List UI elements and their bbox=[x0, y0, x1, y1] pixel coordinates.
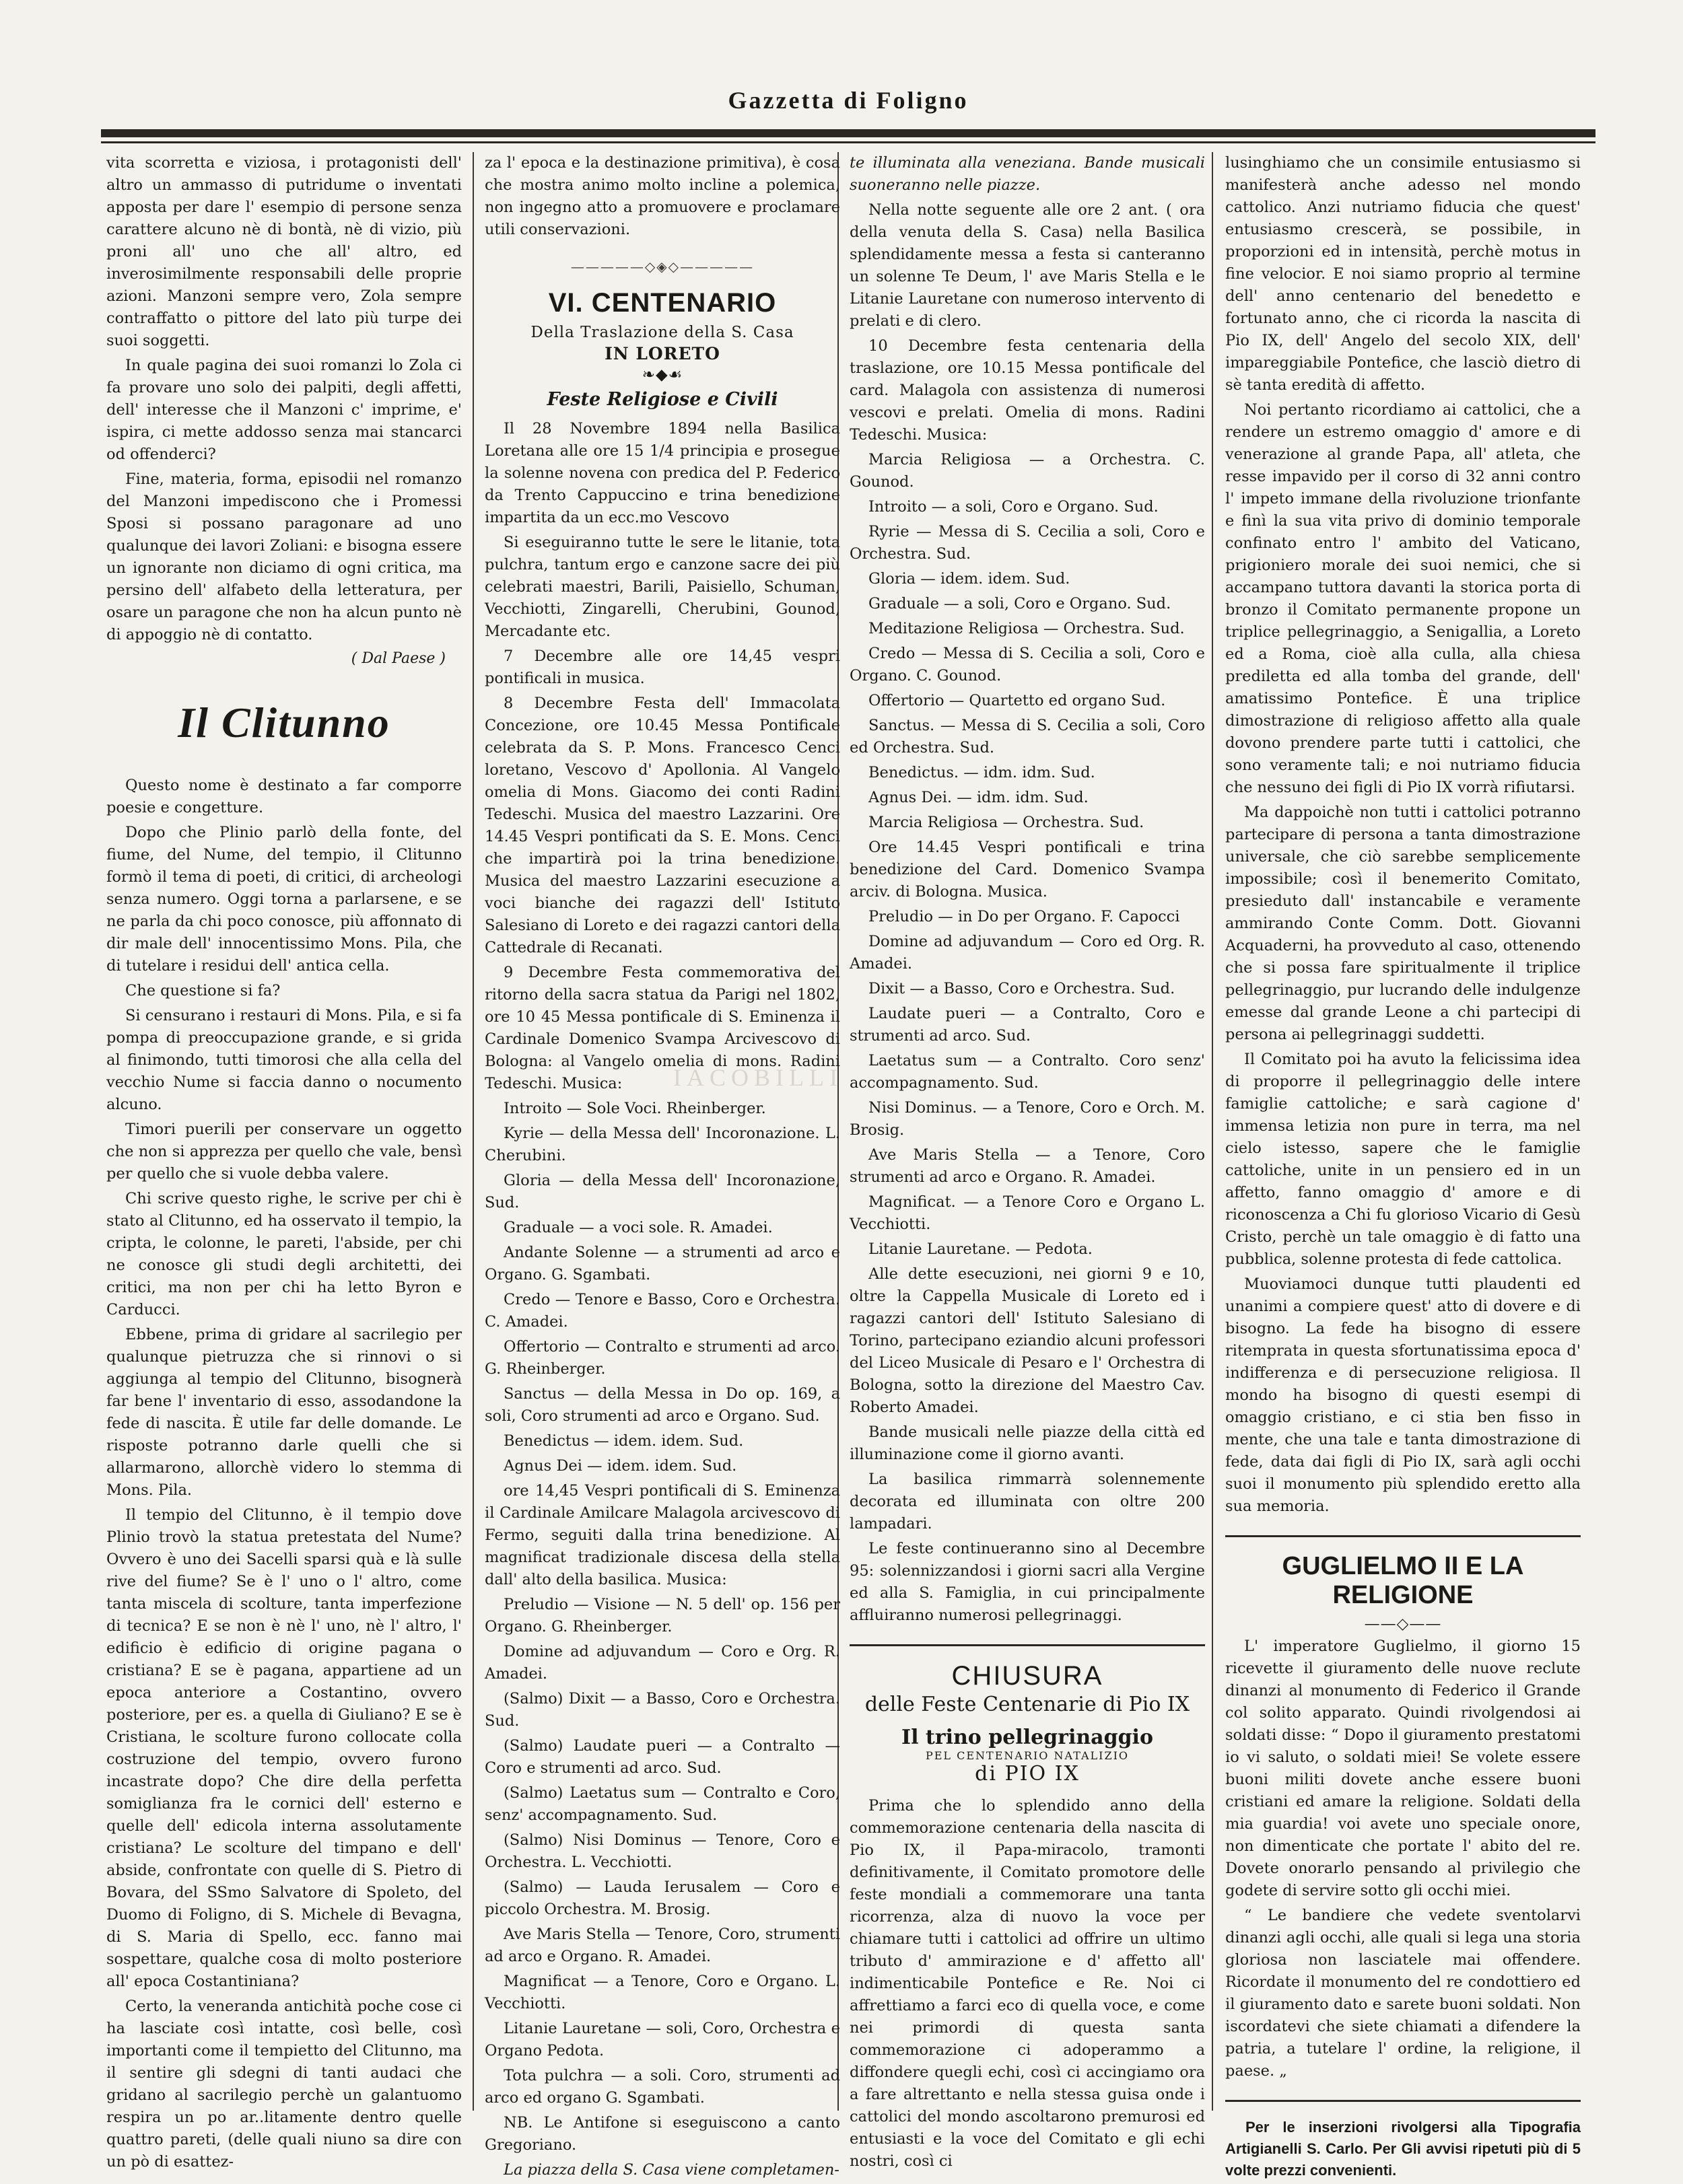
program-item: Magnificat — a Tenore, Coro e Organo. L. Vecchiotti. bbox=[485, 1973, 840, 2012]
program-item: Graduale — a soli, Coro e Organo. Sud. bbox=[868, 595, 1171, 612]
section-divider bbox=[1225, 1535, 1581, 1537]
program-item: Meditazione Religiosa — Orchestra. Sud. bbox=[868, 620, 1185, 637]
paragraph: za l' epoca e la destinazione primitiva), è cosa che mostra animo molto incline a polemica, non ingegno atto a promuovere e proclamare utili conservazioni. bbox=[485, 154, 840, 238]
paragraph: 7 Decembre alle ore 14,45 vespri pontificali in musica. bbox=[485, 647, 840, 687]
paragraph: In quale pagina dei suoi romanzi lo Zola ci fa provare uno solo dei palpiti, degli affetti, dell' interesse che il Manzoni c' imprime, e' ispira, ci mette addosso senza mai stancarci od offenderci? bbox=[106, 357, 462, 463]
program-item: Marcia Religiosa — Orchestra. Sud. bbox=[868, 814, 1144, 831]
paragraph: Il Comitato poi ha avuto la felicissima idea di proporre il pellegrinaggio delle intere famiglie cattoliche; e sarà cagione d' immensa letizia non pure in terra, ma nel cielo istesso, sapere che le famiglie cattoliche, unite in un pensiero ed in un affetto, fanno omaggio d' amore e di riconoscenza a Chi fu glorioso Vicario di Gesù Cristo, perchè un tale omaggio è di fatto una pubblica, solenne protesta di fede cattolica. bbox=[1225, 1051, 1581, 1268]
program-item: Dixit — a Basso, Coro e Orchestra. Sud. bbox=[868, 980, 1175, 997]
program-item: Graduale — a voci sole. R. Amadei. bbox=[504, 1219, 773, 1236]
program-item: Kyrie — della Messa dell' Incoronazione. L. Cherubini. bbox=[485, 1125, 840, 1164]
article-subtitle: delle Feste Centenarie di Pio IX bbox=[864, 1693, 1190, 1716]
article-subtitle: IN LORETO bbox=[605, 344, 720, 363]
paragraph: La basilica rimmarrà solennemente decorata ed illuminata con oltre 200 lampadari. bbox=[850, 1471, 1205, 1533]
program-item: Gloria — idem. idem. Sud. bbox=[868, 570, 1070, 588]
program-item: Marcia Religiosa — a Orchestra. C. Gounod. bbox=[850, 451, 1205, 491]
ornament-divider: ❧◆☙ bbox=[642, 366, 683, 384]
library-watermark: IACOBILLI bbox=[673, 1064, 843, 1091]
paragraph: Noi pertanto ricordiamo ai cattolici, che a rendere un estremo omaggio d' amore e di venerazione al grande Papa, all' atleta, che resse impavido per il corso di 32 anni contro l' impeto immane della rivoluzione trionfante e finì la sua vita privo di dominio temporale confinato entro l' ambito del Vaticano, prigioniero morale dei suoi nemici, che si accampano tuttora davanti la storica porta di bronzo il Comitato permanente propone un triplice pellegrinaggio, a Senigallia, a Loreto ed a Roma, cioè alla culla, alla chiesa prediletta ed alla tomba del grande, dell' amatissimo Pontefice. È una triplice dimostrazione di religioso affetto alla quale dovono prendere parte tutti i cattolici, che sono veramente tali; e noi nutriamo fiducia che nessuno dei figli di Pio IX vorrà rifiutarsi. bbox=[1225, 401, 1581, 796]
program-item: Benedictus — idem. idem. Sud. bbox=[504, 1432, 744, 1450]
column-4 bbox=[1225, 152, 1581, 2179]
paragraph: Muoviamoci dunque tutti plaudenti ed unanimi a compiere quest' atto di dovere e di bisogno. La fede ha bisogno di essere ritemprata in questa sfortunatissima epoca d' indifferenza e di persecuzione religiosa. Il mondo ha bisogno di questi esempi di omaggio cristiano, e ci stia ben fisso in mente, che una tale e tanta dimostrazione di fede, data dai figli di Pio IX, sarà agli occhi suoi il monumento più splendido eretto alla sua memoria. bbox=[1225, 1275, 1581, 1515]
section-subheading: PEL CENTENARIO NATALIZIO bbox=[925, 1749, 1130, 1762]
program-item: Ryrie — Messa di S. Cecilia a soli, Coro e Orchestra. Sud. bbox=[850, 523, 1205, 563]
section-subheading: di PIO IX bbox=[975, 1762, 1080, 1786]
source-signature: ( Dal Paese ) bbox=[351, 650, 446, 667]
program-item: Magnificat. — a Tenore Coro e Organo L. Vecchiotti. bbox=[850, 1193, 1205, 1233]
paragraph: La piazza della S. Casa viene completamen- bbox=[504, 2161, 839, 2179]
paragraph: Prima che lo splendido anno della commemorazione centenaria della nascita di Pio IX, il Papa-miracolo, tramonti definitivamente, il Comitato promotore delle feste mondiali a commemorare una tanta ricorrenza, alza di nuovo la voce per chiamare tutti i cattolici ad offrire un ultimo tributo d' ammirazione e d' affetto all' indimenticabile Pontefice e Re. Noi ci affrettiamo a farci eco di quella voce, e come nei primordi di questa santa commemorazione ci adoperammo a diffondere quegli echi, così ci accingiamo ora a fare altrettanto e nella stessa guisa onde i cattolici del mondo ascoltarono premurosi ed entusiasti e la voce del Comitato e gli echi nostri, così ci bbox=[850, 1797, 1205, 2170]
column-3 bbox=[850, 152, 1205, 2170]
article-title: GUGLIELMO II E LA RELIGIONE bbox=[1282, 1552, 1524, 1609]
paragraph: NB. Le Antifone si eseguiscono a canto Gregoriano. bbox=[485, 2114, 840, 2154]
program-item: (Salmo) Laudate pueri — a Contralto — Coro e strumenti ad arco. Sud. bbox=[485, 1737, 840, 1777]
paragraph: ore 14,45 Vespri pontificali di S. Eminenza il Cardinale Amilcare Malagola arcivescovo di Fermo, seguiti dalla trina benedizione. Al magnificat tradizionale discesa della stella dall' alto della basilica. Musica: bbox=[485, 1482, 840, 1588]
paragraph: Che questione si fa? bbox=[125, 982, 281, 999]
article-title: Il Clitunno bbox=[178, 699, 390, 746]
paragraph: L' imperatore Guglielmo, il giorno 15 ricevette il giuramento delle nuove reclute dinanzi al monumento di Federico il Grande col solito apparato. Quindi rivolgendosi ai soldati disse: “ Dopo il giuramento prestatomi io vi saluto, o soldati miei! Se volete essere buoni militi dovete anche essere buoni cristiani ed amare la religione. Soldati della mia guardia! voi avete uno speciale onore, non dimenticate che portate l' abito del re. Dovete onorarlo pensando al privilegio che godete di servire sotto gli occhi miei. bbox=[1225, 1637, 1581, 1899]
paragraph: vita scorretta e viziosa, i protagonisti dell' altro un ammasso di putridume o inventati apposta per dare l' esempio di persone senza carattere alcuno nè di bontà, nè di vizio, più proni all' uno che all' altro, ed inverosimilmente responsabili delle proprie azioni. Manzoni sempre vero, Zola sempre contraffatto o pittore del lato più turpe dei suoi soggetti. bbox=[106, 154, 462, 349]
column-2 bbox=[485, 152, 840, 2179]
advertising-notice: Per le inserzioni rivolgersi alla Tipografia Artigianelli S. Carlo. Per Gli avvisi ripetuti più di 5 volte prezzi convenienti. bbox=[1225, 2119, 1581, 2179]
program-item: Domine ad adjuvandum — Coro e Org. R. Amadei. bbox=[485, 1643, 840, 1683]
program-item: Litanie Lauretane — soli, Coro, Orchestra e Organo Pedota. bbox=[485, 2020, 840, 2059]
program-item: Sanctus. — Messa di S. Cecilia a soli, Coro ed Orchestra. Sud. bbox=[850, 717, 1205, 756]
paragraph: Si censurano i restauri di Mons. Pila, e si fa pompa di preoccupazione grande, e si grida al finimondo, tutti timorosi che alla cella del vecchio Nume si faccia danno o nocumento alcuno. bbox=[106, 1007, 462, 1113]
program-item: (Salmo) Nisi Dominus — Tenore, Coro e Orchestra. L. Vecchiotti. bbox=[485, 1831, 840, 1871]
paragraph: Questo nome è destinato a far comporre poesie e congetture. bbox=[106, 777, 462, 816]
program-item: Sanctus — della Messa in Do op. 169, a soli, Coro strumenti ad arco e Organo. Sud. bbox=[485, 1385, 840, 1425]
program-item: Ave Maris Stella — a Tenore, Coro strumenti ad arco e Organo. R. Amadei. bbox=[850, 1146, 1205, 1186]
paragraph: Ma dappoichè non tutti i cattolici potranno partecipare di persona a tanta dimostrazione universale, che ciò sarebbe semplicemente impossibile; così il benemerito Comitato, presieduto dall' instancabile e veramente ammirando Conte Comm. Dott. Giovanni Acquaderni, ha provveduto al caso, ottenendo che si possa fare spiritualmente il triplice pellegrinaggio, pur lucrando delle indulgenze emesse dal grande Leone a chi partecipi di persona ai pellegrinaggi suddetti. bbox=[1225, 804, 1581, 1043]
program-item: Laetatus sum — a Contralto. Coro senz' accompagnamento. Sud. bbox=[850, 1052, 1205, 1092]
program-item: Nisi Dominus. — a Tenore, Coro e Orch. M. Brosig. bbox=[850, 1099, 1205, 1139]
paragraph: Chi scrive questo righe, le scrive per chi è stato al Clitunno, ed ha osservato il tempio, la cripta, le colonne, le pareti, l'abside, per chi ne conosce gli studi degli architetti, dei critici, ma non per chi ha letto Byron e Carducci. bbox=[106, 1190, 462, 1318]
ornament-divider: ——◇—— bbox=[1364, 1615, 1442, 1633]
paragraph: Le feste continueranno sino al Decembre 95: solennizzandosi i giorni sacri alla Vergine ed alla S. Famiglia, in cui principalmente affluiranno numerosi pellegrinaggi. bbox=[850, 1540, 1205, 1624]
program-item: Credo — Tenore e Basso, Coro e Orchestra. C. Amadei. bbox=[485, 1291, 840, 1331]
program-item: Offertorio — Contralto e strumenti ad arco. G. Rheinberger. bbox=[485, 1338, 840, 1378]
section-heading: Il trino pellegrinaggio bbox=[901, 1726, 1153, 1749]
paragraph: Dopo che Plinio parlò della fonte, del fiume, del Nume, del tempio, il Clitunno formò il tema di poeti, di critici, di archeologi senza numero. Oggi torna a parlarsene, e se ne parla da chi poco conosce, più affonnato di dir male dell' innocentissimo Mons. Pila, che di tutelare i residui dell' antica cella. bbox=[106, 824, 462, 975]
ornament-divider: —————◇◈◇————— bbox=[570, 258, 755, 275]
column-rule bbox=[473, 152, 474, 2111]
program-item: (Salmo) Laetatus sum — Contralto e Coro, senz' accompagnamento. Sud. bbox=[485, 1784, 840, 1824]
article-subtitle: Della Traslazione della S. Casa bbox=[530, 324, 794, 341]
program-item: Andante Solenne — a strumenti ad arco e Organo. G. Sgambati. bbox=[485, 1244, 840, 1283]
masthead-rule-thin bbox=[101, 141, 1595, 143]
paragraph: Timori puerili per conservare un oggetto che non si apprezza per quello che vale, bensì per quello che si vuole debba valere. bbox=[106, 1121, 462, 1183]
program-item: Tota pulchra — a soli. Coro, strumenti ad arco ed organo G. Sgambati. bbox=[485, 2067, 840, 2107]
program-item: Agnus Dei — idem. idem. Sud. bbox=[504, 1457, 737, 1475]
program-item: Agnus Dei. — idm. idm. Sud. bbox=[868, 789, 1089, 806]
paragraph: Fine, materia, forma, episodii nel romanzo del Manzoni impediscono che i Promessi Sposi si possano paragonare ad uno qualunque dei lavori Zoliani: e bisogna essere un ignorante non diciamo di ogni critica, ma persino dell' alfabeto della letteratura, per osare un paragone che non ha alcun punto nè di appoggio nè di contatto. bbox=[106, 470, 462, 643]
masthead: Gazzetta di Foligno bbox=[728, 87, 969, 114]
paragraph: 10 Decembre festa centenaria della traslazione, ore 10.15 Messa pontificale del card. Malagola con assistenza di numerosi vescovi e prelati. Omelia di mons. Radini Tedeschi. Musica: bbox=[850, 337, 1205, 444]
program-item: Preludio — Visione — N. 5 dell' op. 156 per Organo. G. Rheinberger. bbox=[485, 1596, 840, 1635]
column-1 bbox=[106, 152, 462, 2171]
paragraph: “ Le bandiere che vedete sventolarvi dinanzi agli occhi, alle quali si lega una storia gloriosa non lasciatele mai offendere. Ricordate il monumento del re condottiero ed il giuramento dato e sarete buoni soldati. Non iscordatevi che siete chiamati a difendere la patria, a tutelare l' ordine, la religione, il paese. „ bbox=[1225, 1907, 1581, 2080]
program-item: Preludio — in Do per Organo. F. Capocci bbox=[868, 908, 1180, 925]
program-item: Offertorio — Quartetto ed organo Sud. bbox=[868, 692, 1166, 709]
program-item: Gloria — della Messa dell' Incoronazione, Sud. bbox=[485, 1172, 840, 1211]
program-item: (Salmo) — Lauda Ierusalem — Coro e piccolo Orchestra. M. Brosig. bbox=[485, 1878, 840, 1918]
program-item: Introito — Sole Voci. Rheinberger. bbox=[504, 1100, 766, 1117]
program-item: Ave Maris Stella — Tenore, Coro, strumenti ad arco e Organo. R. Amadei. bbox=[485, 1926, 840, 1965]
program-item: Domine ad adjuvandum — Coro ed Org. R. Amadei. bbox=[850, 933, 1205, 973]
program-item: Credo — Messa di S. Cecilia a soli, Coro e Organo. C. Gounod. bbox=[850, 645, 1205, 684]
paragraph: Certo, la veneranda antichità poche cose ci ha lasciate così intatte, così belle, così importanti come il tempietto del Clitunno, ma il sentire gli sdegni di tanti audaci che gridano al sacrilegio perchè un galantuomo respira un po ar..litamente dentro quelle quattro pareti, (delle quali niuno sa dire con un pò di esattez- bbox=[106, 1998, 462, 2171]
paragraph: Bande musicali nelle piazze della città ed illuminazione come il giorno avanti. bbox=[850, 1423, 1205, 1463]
section-heading: Feste Religiose e Civili bbox=[547, 389, 778, 410]
section-divider bbox=[1225, 2100, 1581, 2102]
paragraph: te illuminata alla veneziana. Bande musicali suoneranno nelle piazze. bbox=[850, 154, 1205, 194]
paragraph: Alle dette esecuzioni, nei giorni 9 e 10, oltre la Cappella Musicale di Loreto ed i ragazzi cantori dell' Istituto Salesiano di Torino, partecipano eziandio alcuni professori del Liceo Musicale di Pesaro e l' Orchestra di Bologna, sotto la direzione del Maestro Cav. Roberto Amadei. bbox=[850, 1265, 1205, 1416]
masthead-rule bbox=[101, 129, 1595, 137]
program-item: Litanie Lauretane. — Pedota. bbox=[868, 1240, 1093, 1258]
paragraph: 9 Decembre Festa commemorativa del ritorno della sacra statua da Parigi nel 1802, ore 10 45 Messa pontificale di S. Eminenza il Cardinale Domenico Svampa Arcivescovo di Bologna: al Vangelo omelia di mons. Radini Tedeschi. Musica: bbox=[485, 964, 840, 1092]
section-divider bbox=[850, 1644, 1205, 1646]
column-rule bbox=[1212, 152, 1213, 2111]
paragraph: Il 28 Novembre 1894 nella Basilica Loretana alle ore 15 1/4 principia e prosegue la solenne novena con predica del P. Federico da Trento Cappuccino e trina benedizione impartita da un ecc.mo Vescovo bbox=[485, 420, 840, 526]
article-title: CHIUSURA bbox=[951, 1661, 1103, 1691]
program-item: Benedictus. — idm. idm. Sud. bbox=[868, 764, 1095, 781]
paragraph: Ore 14.45 Vespri pontificali e trina benedizione del Card. Domenico Svampa arciv. di Bologna. Musica. bbox=[850, 839, 1205, 901]
paragraph: Si eseguiranno tutte le sere le litanie, tota pulchra, tantum ergo e canzone sacre dei più celebrati maestri, Barili, Paisiello, Schuman, Vecchiotti, Zingarelli, Cherubini, Gounod, Mercadante etc. bbox=[485, 534, 840, 640]
program-item: (Salmo) Dixit — a Basso, Coro e Orchestra. Sud. bbox=[485, 1690, 840, 1730]
paragraph: Nella notte seguente alle ore 2 ant. ( ora della venuta della S. Casa) nella Basilica splendidamente messa a festa si canteranno un solenne Te Deum, l' ave Maris Stella e le Litanie Lauretane con numeroso intervento di prelati e di clero. bbox=[850, 201, 1205, 330]
program-item: Introito — a soli, Coro e Organo. Sud. bbox=[868, 498, 1159, 516]
program-item: Laudate pueri — a Contralto, Coro e strumenti ad arco. Sud. bbox=[850, 1005, 1205, 1045]
paragraph: Il tempio del Clitunno, è il tempio dove Plinio trovò la statua pretestata del Nume? Ovvero è uno dei Sacelli sparsi quà e là sulle rive del fiume? Se è l' uno o l' altro, come tanta miscela di scolture, tanta imperfezione di tecnica? E se non è nè l' uno, nè l' altro, l' edificio è edificio di origine pagana o cristiana? E se è pagana, appartiene ad un epoca anteriore a Costantino, ovvero posteriore, per es. a quella di Giuliano? E se è Cristiana, le scolture furono collocate colla costruzione del tempio, ovvero furono incastrate dopo? Che dire della perfetta somiglianza fra le cornici dell' esterno e quelle dell' edicola interna assolutamente cristiana? Le scolture del timpano e dell' abside, confrontate con quelle di S. Pietro di Bovara, del SSmo Salvatore di Spoleto, del Duomo di Foligno, di S. Michele di Bevagna, di S. Maria di Spello, ecc. fanno mai sospettare, qualche cosa di molto posteriore all' epoca Costantiniana? bbox=[106, 1506, 462, 1990]
paragraph: 8 Decembre Festa dell' Immacolata Concezione, ore 10.45 Messa Pontificale celebrata da S. P. Mons. Francesco Cenci loretano, Vescovo d' Apollonia. Al Vangelo omelia di Mons. Giacomo dei conti Radini Tedeschi. Musica del maestro Lazzarini. Ore 14.45 Vespri pontificati da S. E. Mons. Cenci che impartirà poi la trina benedizione. Musica del maestro Lazzarini esecuzione a voci bianche dei ragazzi dell' Istituto Salesiano di Loreto e dei ragazzi cantori della Cattedrale di Recanati. bbox=[485, 695, 840, 956]
paragraph: lusinghiamo che un consimile entusiasmo si manifesterà anche adesso nel mondo cattolico. Anzi nutriamo fiducia che quest' entusiasmo crescerà, se possibile, in proporzioni ed in intensità, perchè motus in fine velocior. E noi siamo proprio al termine dell' anno centenario del benedetto e fortunato anno, che ci ricorda la nascita di Pio IX, dell' Angelo del secolo XIX, dell' impareggiabile Pontefice, che lasciò dietro di sè tanta eredità di affetto. bbox=[1225, 154, 1581, 394]
article-title: VI. CENTENARIO bbox=[548, 288, 777, 318]
paragraph: Ebbene, prima di gridare al sacrilegio per qualunque pietruzza che si rinnovi o si aggiunga al tempio del Clitunno, bisognerà far bene l' inventario di esso, assodandone la fede di nascita. È utile far delle domande. Le risposte potranno darle quelli che si allarmarono, allorchè videro lo stemma di Mons. Pila. bbox=[106, 1326, 462, 1499]
